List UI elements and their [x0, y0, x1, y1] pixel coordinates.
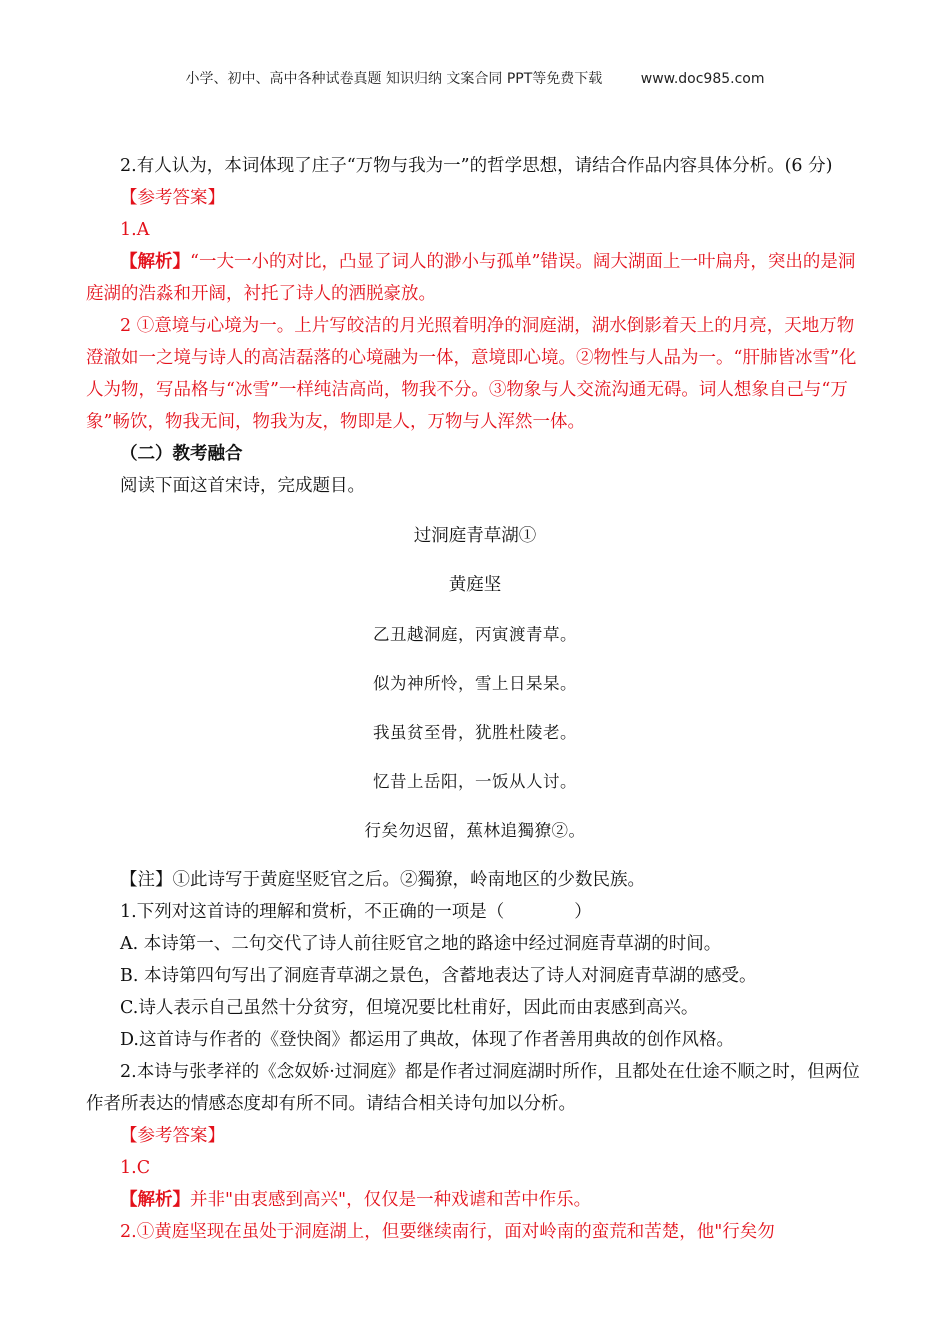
answer-label: 【参考答案】 — [120, 188, 225, 208]
analysis-label: 【解析】 — [120, 252, 190, 272]
analysis-label-2: 【解析】 — [120, 1189, 190, 1210]
option-b: B. 本诗第四句写出了洞庭青草湖之景色，含蓄地表达了诗人对洞庭青草湖的感受。 — [120, 965, 757, 986]
question-1 — [86, 896, 864, 928]
poem-note: 【注】①此诗写于黄庭坚贬官之后。②獨獠，岭南地区的少数民族。 — [120, 869, 645, 890]
section-heading: （二）教考融合 — [120, 444, 243, 464]
header-text: 小学、初中、高中各种试卷真题 知识归纳 文案合同 PPT等免费下载 — [185, 71, 603, 87]
option-a: A. 本诗第一、二句交代了诗人前往贬官之地的路途中经过洞庭青草湖的时间。 — [120, 933, 722, 954]
question-1-close: ） — [574, 901, 592, 922]
page-header — [0, 68, 950, 88]
answer-label-2: 【参考答案】 — [120, 1125, 225, 1146]
answer-1b: 1.C — [120, 1157, 151, 1178]
question-2: 2.有人认为，本词体现了庄子“万物与我为一”的哲学思想，请结合作品内容具体分析。(6 分) — [120, 156, 833, 176]
option-c: C.诗人表示自己虽然十分贫穷，但境况要比杜甫好，因此而由衷感到高兴。 — [120, 997, 699, 1018]
analysis-text: “一大一小的对比，凸显了词人的渺小与孤单”错误。阔大湖面上一叶扁舟，突出的是洞庭湖的浩淼和开阔，衬托了诗人的洒脱豪放。 — [86, 252, 856, 304]
analysis-paragraph — [86, 246, 864, 310]
header-site-link[interactable]: www.doc985.com — [640, 71, 765, 87]
reading-intro: 阅读下面这首宋诗，完成题目。 — [120, 476, 365, 496]
analysis-paragraph-2 — [86, 1184, 864, 1216]
poem-line: 乙丑越洞庭，丙寅渡青草。 — [373, 624, 577, 644]
poem-title: 过洞庭青草湖① — [413, 525, 537, 546]
option-d: D.这首诗与作者的《登快阁》都运用了典故，体现了作者善用典故的创作风格。 — [120, 1029, 734, 1050]
question-2b: 2.本诗与张孝祥的《念奴娇·过洞庭》都是作者过洞庭湖时所作，且都处在仕途不顺之时，但两位作者所表达的情感态度却有所不同。请结合相关诗句加以分析。 — [86, 1061, 860, 1114]
answer-2: 2 ①意境与心境为一。上片写皎洁的月光照着明净的洞庭湖，湖水倒影着天上的月亮，天地万物澄澈如一之境与诗人的高洁磊落的心境融为一体，意境即心境。②物性与人品为一。“肝肺皆冰雪”化人为物，写品格与“冰雪”一样纯洁高尚，物我不分。③物象与人交流沟通无碍。词人想象自己与“万象”畅饮，物我无间，物我为友，物即是人，万物与人浑然一体。 — [86, 316, 857, 432]
poem-author: 黄庭坚 — [448, 575, 502, 595]
question-1-stem: 1.下列对这首诗的理解和赏析，不正确的一项是（ — [120, 901, 505, 922]
poem-line: 我虽贫至骨，犹胜杜陵老。 — [373, 722, 577, 742]
answer-2b: 2.①黄庭坚现在虽处于洞庭湖上，但要继续南行，面对岭南的蛮荒和苦楚，他"行矣勿 — [120, 1221, 775, 1242]
poem-line: 似为神所怜，雪上日杲杲。 — [373, 673, 577, 693]
answer-1: 1.A — [120, 220, 150, 240]
poem-line: 忆昔上岳阳，一饭从人讨。 — [373, 771, 577, 791]
analysis-text-2: 并非"由衷感到高兴"，仅仅是一种戏谑和苦中作乐。 — [190, 1189, 592, 1210]
document-body — [86, 150, 864, 1248]
poem-line: 行矣勿迟留，蕉林追獨獠②。 — [364, 820, 586, 840]
